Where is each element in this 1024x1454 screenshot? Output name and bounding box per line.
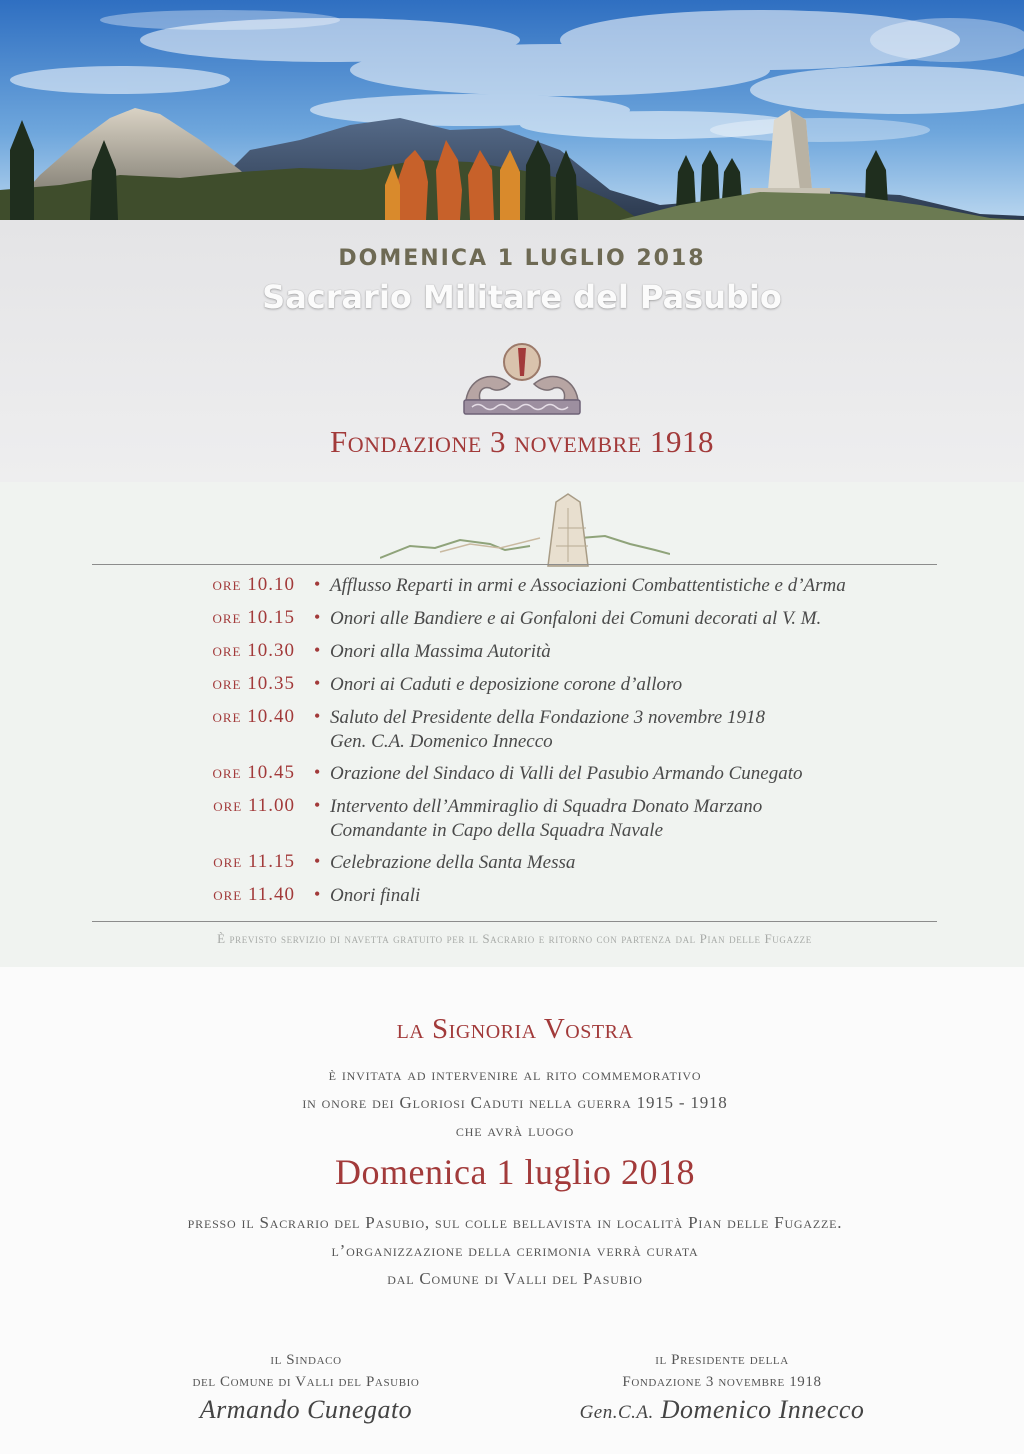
schedule-time: ore 10.35 xyxy=(212,673,295,694)
bottom-divider xyxy=(92,921,937,922)
invitation-line: è invitata ad intervenire al rito commemorativo xyxy=(328,1065,702,1084)
program-panel xyxy=(0,482,1024,967)
bullet-icon: • xyxy=(314,762,321,782)
date-heading: DOMENICA 1 LUGLIO 2018 xyxy=(338,246,706,271)
schedule-time: ore 10.40 xyxy=(212,706,295,727)
schedule-description xyxy=(330,795,950,843)
signature-role: il Sindaco xyxy=(270,1352,342,1368)
location-line: l’organizzazione della cerimonia verrà curata xyxy=(331,1241,699,1260)
schedule-time: ore 10.10 xyxy=(212,574,295,595)
schedule-line: Orazione del Sindaco di Valli del Pasubio Armando Cunegato xyxy=(330,763,803,784)
bullet-icon: • xyxy=(314,574,321,594)
schedule-line: Celebrazione della Santa Messa xyxy=(330,852,576,873)
sacrario-heading: Sacrario Militare del Pasubio xyxy=(262,278,782,316)
schedule-line: Onori alle Bandiere e ai Gonfaloni dei Comuni decorati al V. M. xyxy=(330,608,822,629)
schedule-line: Onori alla Massima Autorità xyxy=(330,641,551,662)
schedule-time: ore 11.00 xyxy=(213,795,295,816)
signature-role: Fondazione 3 novembre 1918 xyxy=(622,1374,822,1390)
foundation-emblem-icon xyxy=(460,340,584,422)
top-divider xyxy=(92,564,937,565)
signature-mayor xyxy=(106,1349,506,1425)
schedule-line: Onori ai Caduti e deposizione corone d’alloro xyxy=(330,674,683,695)
bullet-icon: • xyxy=(314,640,321,660)
schedule-time: ore 11.40 xyxy=(213,884,295,905)
location-line: presso il Sacrario del Pasubio, sul colle bellavista in località Pian delle Fugazze. xyxy=(187,1213,843,1232)
schedule-description xyxy=(330,884,950,908)
bullet-icon: • xyxy=(314,795,321,815)
schedule-description xyxy=(330,607,950,631)
signature-role: del Comune di Valli del Pasubio xyxy=(192,1374,420,1390)
invitation-section xyxy=(0,967,1024,1454)
signature-rank: Gen.C.A. xyxy=(579,1402,654,1423)
schedule-time: ore 11.15 xyxy=(213,851,295,872)
schedule-line: Saluto del Presidente della Fondazione 3 novembre 1918 xyxy=(330,707,765,728)
schedule-description xyxy=(330,706,950,754)
schedule-time: ore 10.45 xyxy=(212,762,295,783)
invitation-line: in onore dei Gloriosi Caduti nella guerra 1915 - 1918 xyxy=(302,1093,728,1112)
schedule-time: ore 10.30 xyxy=(212,640,295,661)
schedule-line: Intervento dell’Ammiraglio di Squadra Donato Marzano xyxy=(330,796,763,817)
schedule-time: ore 10.15 xyxy=(212,607,295,628)
schedule-line: Onori finali xyxy=(330,885,421,906)
bullet-icon: • xyxy=(314,706,321,726)
shuttle-note: È previsto servizio di navetta gratuito per il Sacrario e ritorno con partenza dal Pian delle Fugazze xyxy=(217,931,812,946)
bullet-icon: • xyxy=(314,607,321,627)
signature-role: il Presidente della xyxy=(655,1352,789,1368)
schedule-line: Gen. C.A. Domenico Innecco xyxy=(330,731,553,752)
bullet-icon: • xyxy=(314,673,321,693)
monument-skyline-icon xyxy=(380,488,670,568)
signature-president xyxy=(522,1349,922,1425)
bullet-icon: • xyxy=(314,884,321,904)
schedule-description xyxy=(330,640,950,664)
title-panel xyxy=(0,220,1024,482)
mountain-banner-photo xyxy=(0,0,1024,220)
schedule-line: Afflusso Reparti in armi e Associazioni Combattentistiche e d’Arma xyxy=(330,575,846,596)
bullet-icon: • xyxy=(314,851,321,871)
addressee-heading: la Signoria Vostra xyxy=(396,1013,634,1045)
foundation-title: Fondazione 3 novembre 1918 xyxy=(330,424,714,459)
schedule-description xyxy=(330,673,950,697)
signature-name: Armando Cunegato xyxy=(199,1395,413,1424)
event-date: Domenica 1 luglio 2018 xyxy=(335,1152,695,1192)
schedule-description xyxy=(330,574,950,598)
schedule-description xyxy=(330,851,950,875)
location-line: dal Comune di Valli del Pasubio xyxy=(387,1269,643,1288)
signature-name-line xyxy=(522,1395,922,1425)
invitation-line: che avrà luogo xyxy=(455,1121,575,1140)
signature-name: Domenico Innecco xyxy=(660,1395,865,1424)
schedule-line: Comandante in Capo della Squadra Navale xyxy=(330,820,664,841)
schedule-description xyxy=(330,762,950,786)
